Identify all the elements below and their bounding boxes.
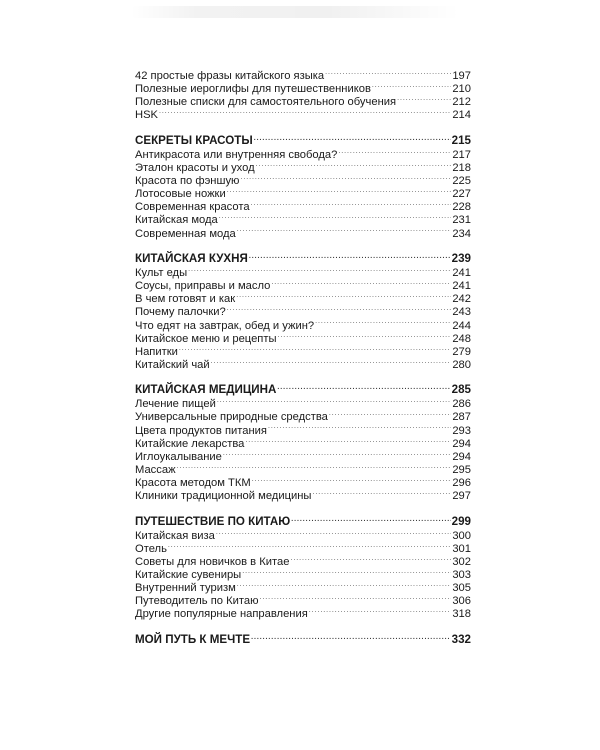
section-heading-title: МОЙ ПУТЬ К МЕЧТЕ xyxy=(135,632,251,646)
page-number: 227 xyxy=(452,188,471,201)
section-heading xyxy=(135,512,471,526)
page-number: 241 xyxy=(452,267,471,280)
page-number: 231 xyxy=(452,214,471,227)
dot-leader xyxy=(309,604,452,617)
toc-entry-title: Китайские сувениры xyxy=(135,568,242,581)
dot-leader xyxy=(227,302,452,315)
page-number: 243 xyxy=(452,306,471,319)
toc-entry-title: Китайский чай xyxy=(135,358,210,371)
dot-leader xyxy=(252,473,452,486)
section-heading-title: ПУТЕШЕСТВИЕ ПО КИТАЮ xyxy=(135,514,291,528)
toc-entry-title: Китайское меню и рецепты xyxy=(135,332,277,345)
toc-entry xyxy=(135,473,471,489)
toc-entry xyxy=(135,460,471,476)
toc-entry-title: Отель xyxy=(135,542,167,555)
toc-entry xyxy=(135,342,471,358)
page-number: 297 xyxy=(452,490,471,503)
page-number: 318 xyxy=(452,608,471,621)
page-number: 225 xyxy=(452,175,471,188)
toc-entry-title: Китайская мода xyxy=(135,214,218,227)
dot-leader xyxy=(168,539,451,552)
page-number: 212 xyxy=(452,96,471,109)
toc-entry-title: Лотосовые ножки xyxy=(135,188,226,201)
dot-leader xyxy=(240,171,451,184)
toc-entry-title: Красота методом ТКМ xyxy=(135,476,251,489)
page-number: 239 xyxy=(451,252,471,266)
page-number: 244 xyxy=(452,319,471,332)
page-number: 215 xyxy=(451,133,471,147)
toc-entry-title: Напитки xyxy=(135,345,178,358)
dot-leader xyxy=(338,145,451,158)
dot-leader xyxy=(219,210,452,223)
dot-leader xyxy=(312,486,451,499)
toc-entry-title: Лечение пищей xyxy=(135,398,216,411)
dot-leader xyxy=(177,460,452,473)
page-number: 300 xyxy=(452,529,471,542)
page-number: 295 xyxy=(452,463,471,476)
toc-entry-title: Полезные иероглифы для путешественников xyxy=(135,83,371,96)
section-heading xyxy=(135,249,471,266)
toc-entry-title: Антикрасота или внутренняя свобода? xyxy=(135,148,338,161)
toc-entry-title: Современная красота xyxy=(135,201,250,214)
dot-leader xyxy=(254,131,451,144)
toc-entry-title: Китайские лекарства xyxy=(135,437,245,450)
page-number: 218 xyxy=(452,162,471,175)
page-number: 305 xyxy=(452,582,471,594)
page-number: 248 xyxy=(452,332,471,345)
toc-entry-title: Эталон красоты и уход xyxy=(135,162,255,175)
toc-section xyxy=(135,512,471,621)
dot-leader xyxy=(278,329,452,342)
toc-section xyxy=(135,380,471,503)
page-number: 280 xyxy=(452,358,471,371)
page-number: 301 xyxy=(452,542,471,555)
page-number: 286 xyxy=(452,398,471,411)
dot-leader xyxy=(260,591,452,604)
page-number: 299 xyxy=(451,514,471,528)
toc-entry-title: Китайская виза xyxy=(135,529,215,542)
toc-entry-title: Красота по фэншую xyxy=(135,175,240,188)
dot-leader xyxy=(237,223,452,236)
table-of-contents xyxy=(135,66,471,656)
dot-leader xyxy=(325,66,451,79)
dot-leader xyxy=(179,342,451,355)
toc-entry-title: HSK xyxy=(135,109,159,122)
dot-leader xyxy=(291,512,450,525)
toc-entry-title: Полезные списки для самостоятельного обучения xyxy=(135,96,397,109)
toc-entry-title: Цвета продуктов питания xyxy=(135,424,267,437)
dot-leader xyxy=(211,355,452,368)
page-number: 242 xyxy=(452,293,471,306)
page-number: 210 xyxy=(452,83,471,96)
toc-entry-title: Почему палочки? xyxy=(135,306,226,319)
page-number: 279 xyxy=(452,345,471,358)
toc-entry-title: 42 простые фразы китайского языка xyxy=(135,70,325,83)
dot-leader xyxy=(216,526,451,539)
toc-entry-title: Внутренний туризм xyxy=(135,582,236,594)
toc-entry-title: Универсальные природные средства xyxy=(135,411,328,424)
toc-entry-title: Соусы, приправы и масло xyxy=(135,280,271,293)
dot-leader xyxy=(329,407,451,420)
page-number: 241 xyxy=(452,280,471,293)
toc-entry-title: В чем готовят и как xyxy=(135,293,236,306)
scan-smudge xyxy=(130,6,460,18)
dot-leader xyxy=(249,249,451,262)
dot-leader xyxy=(242,565,451,578)
dot-leader xyxy=(236,289,451,302)
dot-leader xyxy=(251,197,452,210)
section-heading-title: СЕКРЕТЫ КРАСОТЫ xyxy=(135,133,253,147)
toc-section xyxy=(135,249,471,371)
toc-entry xyxy=(135,552,471,568)
section-heading xyxy=(135,380,471,397)
toc-entry xyxy=(135,105,471,122)
toc-entry xyxy=(135,66,471,83)
section-heading-title: КИТАЙСКАЯ КУХНЯ xyxy=(135,252,248,266)
dot-leader xyxy=(268,420,451,433)
section-heading xyxy=(135,630,471,644)
toc-entry-title: Другие популярные направления xyxy=(135,608,308,621)
toc-entry-title: Массаж xyxy=(135,463,176,476)
toc-entry-title: Путеводитель по Китаю xyxy=(135,595,259,608)
dot-leader xyxy=(159,105,451,118)
toc-entry-title: Иглоукалывание xyxy=(135,450,222,463)
dot-leader xyxy=(397,92,451,105)
page-number: 294 xyxy=(452,437,471,450)
page-number: 234 xyxy=(452,227,471,240)
toc-entry-title: Культ еды xyxy=(135,267,188,280)
toc-section xyxy=(135,131,471,240)
dot-leader xyxy=(271,276,451,289)
dot-leader xyxy=(245,434,451,447)
dot-leader xyxy=(188,263,451,276)
page-number: 228 xyxy=(452,201,471,214)
dot-leader xyxy=(256,158,452,171)
toc-entry-title: Советы для новичков в Китае xyxy=(135,555,290,568)
dot-leader xyxy=(223,447,451,460)
page-number: 217 xyxy=(452,148,471,161)
toc-entry-title: Что едят на завтрак, обед и ужин? xyxy=(135,319,315,332)
page-number: 306 xyxy=(452,595,471,608)
toc-entry xyxy=(135,355,471,371)
section-heading-title: КИТАЙСКАЯ МЕДИЦИНА xyxy=(135,383,277,397)
dot-leader xyxy=(227,184,452,197)
toc-section xyxy=(135,630,471,644)
page-number: 332 xyxy=(451,632,471,646)
toc-entry-title: Клиники традиционной медицины xyxy=(135,490,312,503)
dot-leader xyxy=(315,315,451,328)
page-number: 285 xyxy=(451,383,471,397)
page-number: 302 xyxy=(452,555,471,568)
toc-entry-title: Современная мода xyxy=(135,227,236,240)
toc-entry xyxy=(135,539,471,555)
dot-leader xyxy=(217,394,451,407)
page-number: 303 xyxy=(452,568,471,581)
toc-section xyxy=(135,66,471,122)
dot-leader xyxy=(277,380,450,393)
dot-leader xyxy=(251,630,451,643)
page-number: 294 xyxy=(452,450,471,463)
dot-leader xyxy=(372,79,451,92)
page-number: 296 xyxy=(452,476,471,489)
page-number: 197 xyxy=(452,70,471,83)
dot-leader xyxy=(237,578,452,591)
page-number: 287 xyxy=(452,411,471,424)
page-number: 293 xyxy=(452,424,471,437)
dot-leader xyxy=(290,552,451,565)
section-heading xyxy=(135,131,471,145)
page-number: 214 xyxy=(452,109,471,122)
